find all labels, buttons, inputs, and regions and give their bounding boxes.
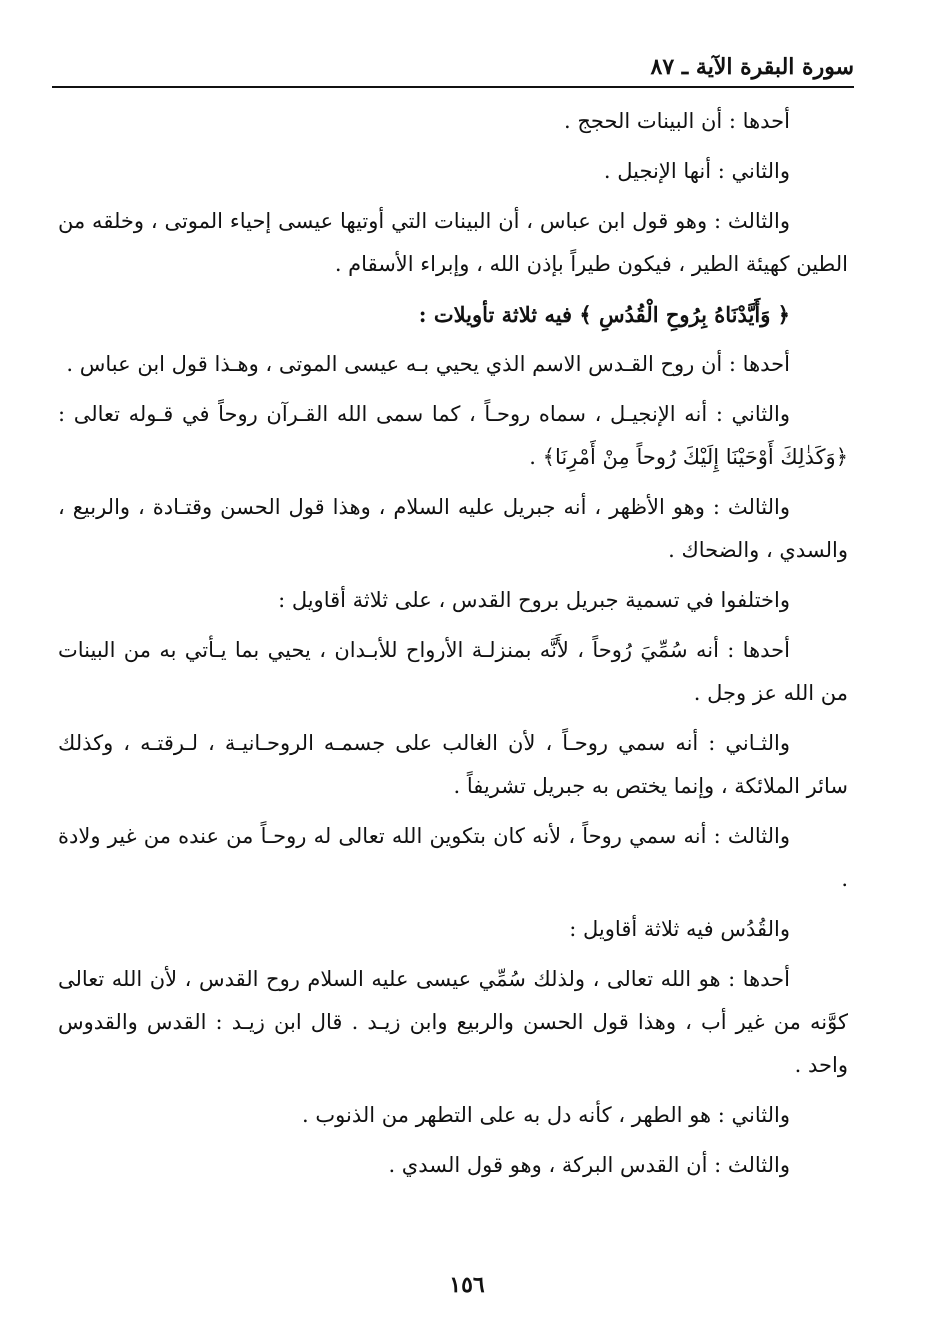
page-body (58, 100, 848, 1194)
paragraph: والثاني : أنها الإنجيل . (603, 159, 790, 183)
lemma-text: فيه ثلاثة تأويلات : (418, 302, 580, 327)
paragraph: والثالث : وهو الأظهر ، أنه جبريل عليه السلام ، وهذا قول الحسن وقتـادة ، والربيع ، والسدي ، والضحاك . (58, 495, 848, 562)
paragraph: والقُدُس فيه ثلاثة أقاويل : (569, 917, 790, 941)
paragraph: أحدها : أنه سُمِّيَ رُوحاً ، لأَنَّه بمنزلـة الأرواح للأبـدان ، يحيي بما يـأتي به من البينات من الله عز وجل . (58, 638, 848, 705)
paragraph: أحدها : أن روح القـدس الاسم الذي يحيي بـه عيسى الموتى ، وهـذا قول ابن عباس . (66, 352, 790, 376)
paragraph: والثاني : أنه الإنجيـل ، سماه روحـاً ، كما سمى الله القـرآن روحاً في قـوله تعالى : ﴿وَكَذٰلِكَ أَوْحَيْنَا إِلَيْكَ رُوحاً مِنْ أَمْرِنَا﴾ . (58, 402, 848, 469)
paragraph: أحدها : أن البينات الحجج . (563, 109, 790, 133)
paragraph: أحدها : هو الله تعالى ، ولذلك سُمِّي عيسى عليه السلام روح القدس ، لأن الله تعالى كوَّنه من غير أب ، وهذا قول الحسن والربيع وابن زيـد . قال ابن زيـد : القدس والقدوس واحد . (58, 967, 848, 1077)
page-number: ١٥٦ (449, 1272, 485, 1298)
paragraph: والثالث : أنه سمي روحاً ، لأنه كان بتكوين الله تعالى له روحـاً من عنده من غير ولادة . (58, 824, 848, 891)
running-header (52, 44, 854, 84)
paragraph: والثالث : أن القدس البركة ، وهو قول السدي . (388, 1153, 790, 1177)
running-title: سورة البقرة الآية ـ ٨٧ (650, 54, 854, 80)
paragraph: والثاني : هو الطهر ، كأنه دل به على التطهر من الذنوب . (302, 1103, 790, 1127)
paragraph: والثالث : وهو قول ابن عباس ، أن البينات التي أوتيها عيسى إحياء الموتى ، وخلقه من الطين كهيئة الطير ، فيكون طيراً بإذن الله ، وإبراء الأسقام . (58, 209, 848, 276)
quran-lemma-paragraph (58, 293, 848, 336)
quran-verse: ﴿ وَأَيَّدْنَاهُ بِرُوحِ الْقُدُسِ ﴾ (579, 302, 790, 327)
header-rule (52, 86, 854, 88)
paragraph: والثـاني : أنه سمي روحـاً ، لأن الغالب على جسمـه الروحـانيـة ، لـرقتـه ، وكذلك سائر الملائكة ، وإنما يختص به جبريل تشريفاً . (58, 731, 848, 798)
paragraph: واختلفوا في تسمية جبريل بروح القدس ، على ثلاثة أقاويل : (278, 588, 790, 612)
